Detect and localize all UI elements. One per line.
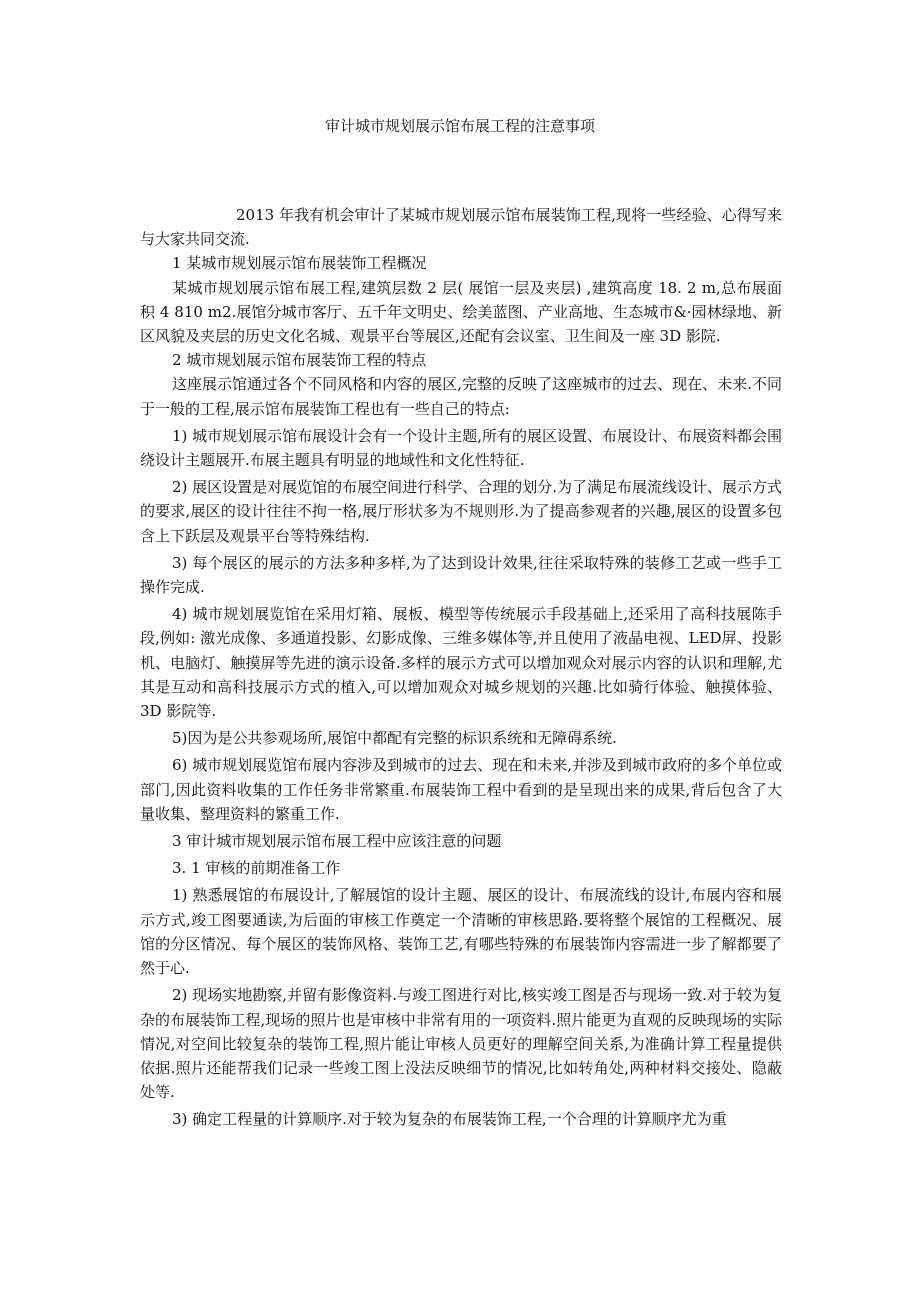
paragraph-feature-2: 2) 展区设置是对展览馆的布展空间进行科学、合理的划分.为了满足布展流线设计、展示方式的要求,展区的设计往往不拘一格,展厅形状多为不规则形.为了提高参观者的兴趣,展区的设置多包含上下跃层及观景平台等特殊结构. [140, 478, 782, 545]
paragraph-prep-1: 1) 熟悉展馆的布展设计,了解展馆的设计主题、展区的设计、布展流线的设计,布展内容和展示方式,竣工图要通读,为后面的审核工作奠定一个清晰的审核思路.要将整个展馆的工程概况、展馆的分区情况、每个展区的装饰风格、装饰工艺,有哪些特殊的布展装饰内容需进一步了解都要了然于心. [140, 886, 782, 978]
paragraph-feature-6: 6) 城市规划展览馆布展内容涉及到城市的过去、现在和未来,并涉及到城市政府的多个单位或部门,因此资料收集的工作任务非常繁重.布展装饰工程中看到的是呈现出来的成果,背后包含了大量收集、整理资料的繁重工作. [140, 756, 782, 823]
paragraph-intro: 2013 年我有机会审计了某城市规划展示馆布展装饰工程,现将一些经验、心得写来与大家共同交流. [140, 206, 782, 249]
paragraph-feature-4: 4) 城市规划展览馆在采用灯箱、展板、模型等传统展示手段基础上,还采用了高科技展陈手段,例如: 激光成像、多通道投影、幻影成像、三维多媒体等,并且使用了液晶电视、LED屏、投影机、电脑灯、触摸屏等先进的演示设备.多样的展示方式可以增加观众对展示内容的认识和理解,尤其是互动和高科技展示方式的植入,可以增加观众对城乡规划的兴趣.比如骑行体验、触摸体验、3D 影院等. [140, 605, 782, 721]
paragraph-overview: 某城市规划展示馆布展工程,建筑层数 2 层( 展馆一层及夹层) ,建筑高度 18. 2 m,总布展面积 4 810 m2.展馆分城市客厅、五千年文明史、绘美蓝图、产业高地、生态城市&·园林绿地、新区风貌及夹层的历史文化名城、观景平台等展区,还配有会议室、卫生间及一座 3D 影院. [140, 278, 782, 346]
document-body [140, 203, 782, 1132]
document-title: 审计城市规划展示馆布展工程的注意事项 [324, 117, 595, 135]
paragraph-features-intro: 这座展示馆通过各个不同风格和内容的展区,完整的反映了这座城市的过去、现在、未来.不同于一般的工程,展示馆布展装饰工程也有一些自己的特点: [140, 375, 782, 418]
paragraph-feature-5: 5)因为是公共参观场所,展馆中都配有完整的标识系统和无障碍系统. [172, 729, 617, 748]
section-heading-3: 3 审计城市规划展示馆布展工程中应该注意的问题 [172, 832, 502, 851]
paragraph-feature-1: 1) 城市规划展示馆布展设计会有一个设计主题,所有的展区设置、布展设计、布展资料都会围绕设计主题展开.布展主题具有明显的地域性和文化性特征. [140, 426, 782, 470]
paragraph-prep-3: 3) 确定工程量的计算顺序.对于较为复杂的布展装饰工程,一个合理的计算顺序尤为重 [172, 1110, 727, 1129]
paragraph-prep-2: 2) 现场实地勘察,并留有影像资料.与竣工图进行对比,核实竣工图是否与现场一致.对于较为复杂的布展装饰工程,现场的照片也是审核中非常有用的一项资料.照片能更为直观的反映现场的实际情况,对空间比较复杂的装饰工程,照片能让审核人员更好的理解空间关系,为准确计算工程量提供依据.照片还能帮我们记录一些竣工图上没法反映细节的情况,比如转角处,两种材料交接处、隐蔽处等. [140, 986, 782, 1102]
section-heading-2: 2 城市规划展示馆布展装饰工程的特点 [172, 351, 427, 370]
section-heading-1: 1 某城市规划展示馆布展装饰工程概况 [172, 254, 427, 273]
paragraph-feature-3: 3) 每个展区的展示的方法多种多样,为了达到设计效果,往往采取特殊的装修工艺或一些手工操作完成. [140, 553, 782, 597]
subsection-heading-3-1: 3. 1 审核的前期准备工作 [172, 859, 341, 878]
